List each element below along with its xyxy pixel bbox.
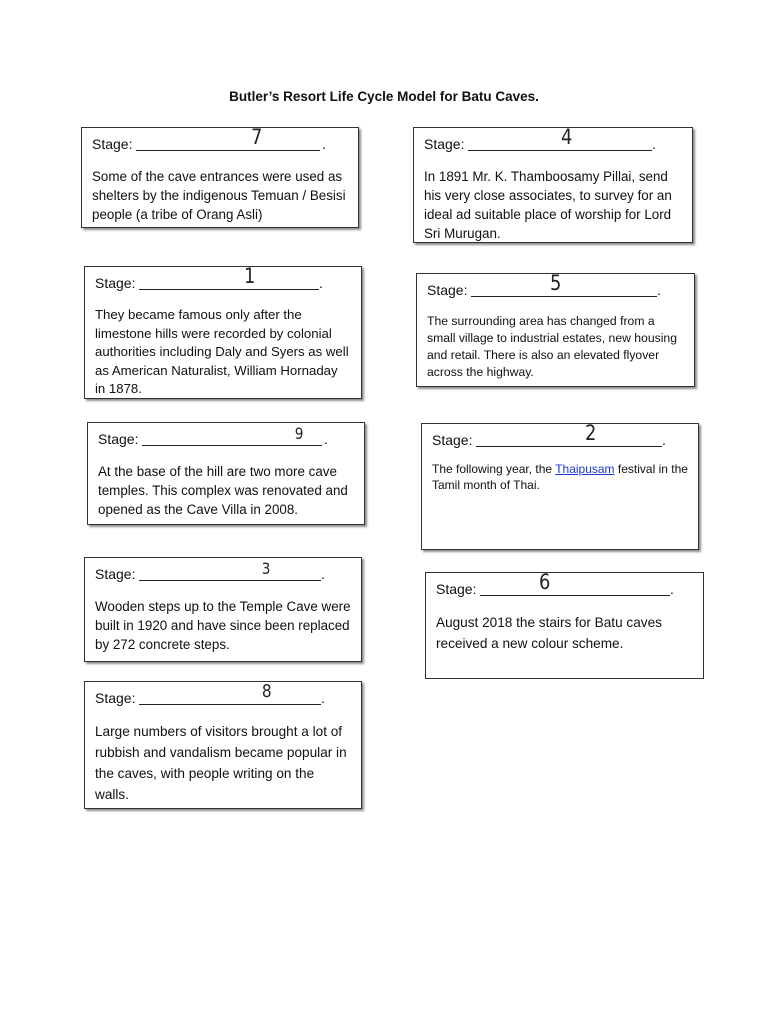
stage-label: Stage: xyxy=(98,431,139,447)
stage-card-text: August 2018 the stairs for Batu caves received a new colour scheme. xyxy=(436,615,662,651)
stage-number-handwritten: 6 xyxy=(539,570,551,594)
stage-label: Stage: xyxy=(427,282,468,298)
stage-card-5 xyxy=(416,273,695,387)
stage-card-text: Wooden steps up to the Temple Cave were built in 1920 and have since been replaced by 272 concrete steps. xyxy=(95,599,351,652)
stage-label: Stage: xyxy=(95,690,136,706)
stage-answer-line xyxy=(142,445,322,446)
stage-card-2 xyxy=(421,423,699,550)
stage-label: Stage: xyxy=(432,432,473,448)
stage-card-text xyxy=(432,461,688,493)
stage-number-handwritten: 9 xyxy=(294,424,304,443)
stage-answer-line xyxy=(468,150,652,151)
stage-card-text: The surrounding area has changed from a small village to industrial estates, new housing and retail. There is also an elevated flyover across the highway. xyxy=(427,314,677,379)
stage-answer-line xyxy=(480,595,670,596)
stage-label: Stage: xyxy=(436,581,477,597)
stage-answer-line xyxy=(139,289,319,290)
stage-card-1 xyxy=(84,266,362,399)
stage-row: Stage: 1 . xyxy=(95,264,323,291)
stage-label: Stage: xyxy=(424,136,465,152)
stage-card-8 xyxy=(84,681,362,809)
stage-answer-line xyxy=(139,580,321,581)
stage-label: Stage: xyxy=(92,136,133,152)
stage-row: Stage: 9 . xyxy=(98,424,328,447)
stage-row: Stage: 5 . xyxy=(427,271,661,298)
stage-answer-line xyxy=(476,446,662,447)
thaipusam-link[interactable]: Thaipusam xyxy=(555,462,615,476)
stage-answer-line xyxy=(136,150,320,151)
stage-card-3 xyxy=(84,557,362,662)
stage-card-6 xyxy=(425,572,704,679)
stage-card-9 xyxy=(87,422,365,525)
stage-row: Stage: 4 . xyxy=(424,125,656,152)
stage-number-handwritten: 1 xyxy=(244,264,256,288)
stage-card-7 xyxy=(81,127,359,228)
stage-number-handwritten: 4 xyxy=(561,125,573,149)
stage-row: Stage: 7 . xyxy=(92,125,326,152)
stage-card-4 xyxy=(413,127,693,243)
stage-number-handwritten: 2 xyxy=(585,421,597,445)
stage-number-handwritten: 5 xyxy=(550,271,562,295)
stage-answer-line xyxy=(471,296,657,297)
stage-number-handwritten: 8 xyxy=(261,681,272,702)
stage-card-text-before: The following year, the xyxy=(432,462,556,476)
stage-card-text: At the base of the hill are two more cave temples. This complex was renovated and opened as the Cave Villa in 2008. xyxy=(98,464,348,517)
stage-label: Stage: xyxy=(95,275,136,291)
stage-label: Stage: xyxy=(95,566,136,582)
stage-card-text-after: festival in the Tamil month of Thai. xyxy=(432,462,688,492)
stage-card-text: In 1891 Mr. K. Thamboosamy Pillai, send his very close associates, to survey for an ideal ad suitable place of worship for Lord Sri Murugan. xyxy=(424,169,672,241)
stage-card-text: Some of the cave entrances were used as shelters by the indigenous Temuan / Besisi people (a tribe of Orang Asli) xyxy=(92,169,346,222)
stage-card-text: They became famous only after the limestone hills were recorded by colonial authorities including Daly and Syers as well as American Naturalist, William Hornaday in 1878. xyxy=(95,307,349,396)
stage-row: Stage: 2 . xyxy=(432,421,666,448)
stage-number-handwritten: 7 xyxy=(251,125,263,149)
stage-row: Stage: 3 . xyxy=(95,559,325,582)
document-title: Butler’s Resort Life Cycle Model for Batu Caves. xyxy=(229,89,539,104)
stage-answer-line xyxy=(139,704,321,705)
stage-card-text: Large numbers of visitors brought a lot of rubbish and vandalism became popular in the caves, with people writing on the walls. xyxy=(95,724,347,802)
stage-row: Stage: 8 . xyxy=(95,681,325,706)
stage-row: Stage: 6 . xyxy=(436,570,674,597)
stage-number-handwritten: 3 xyxy=(261,559,271,578)
